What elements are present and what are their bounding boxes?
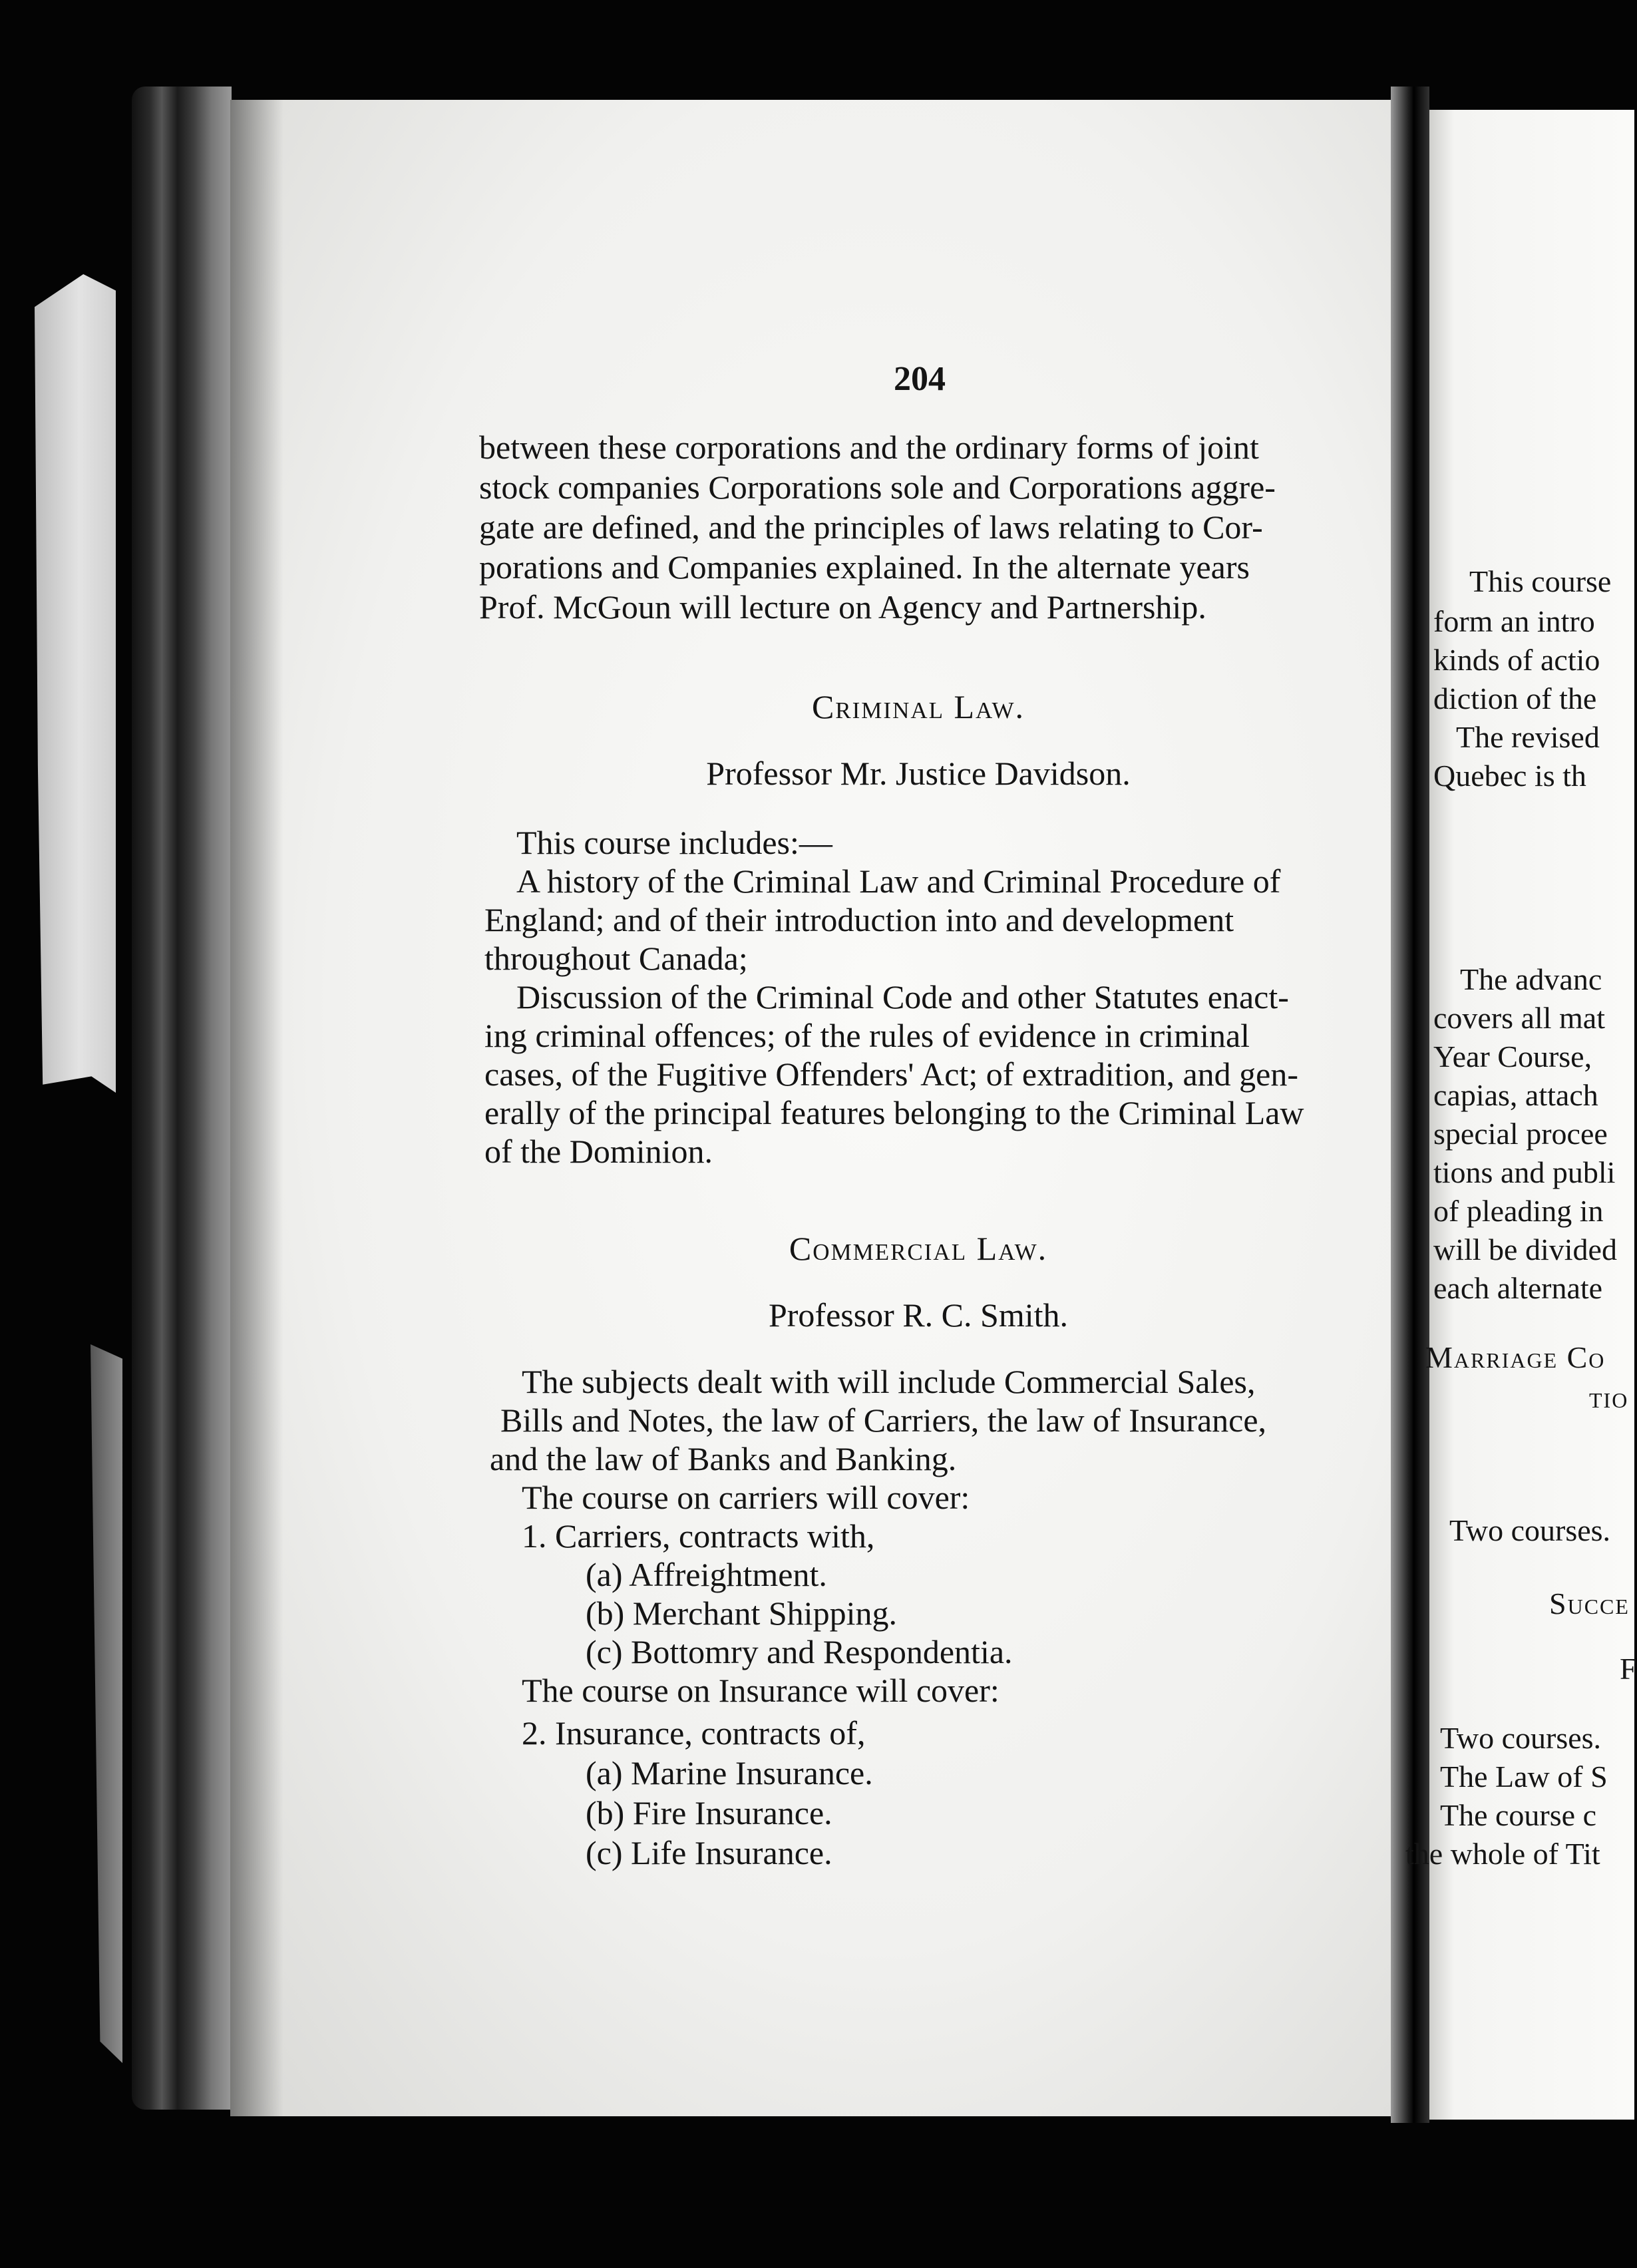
book-page-edges bbox=[132, 87, 232, 2110]
text-line: Quebec is th bbox=[1433, 759, 1586, 793]
text-line: A history of the Criminal Law and Criminal Procedure of bbox=[516, 862, 1281, 900]
text-line: special procee bbox=[1433, 1117, 1608, 1151]
list-item: (a) Affreightment. bbox=[586, 1556, 827, 1593]
book-gutter bbox=[1391, 87, 1429, 2123]
list-item: (c) Bottomry and Respondentia. bbox=[586, 1633, 1013, 1670]
text-line: cases, of the Fugitive Offenders' Act; of extradition, and gen- bbox=[484, 1055, 1299, 1093]
page-number: 204 bbox=[894, 360, 946, 398]
text-line: covers all mat bbox=[1433, 1001, 1606, 1035]
text-line: The course c bbox=[1440, 1798, 1596, 1832]
text-line: Bills and Notes, the law of Carriers, the law of Insurance, bbox=[500, 1402, 1267, 1439]
text-line: the whole of Tit bbox=[1405, 1837, 1600, 1871]
text-line: Prof. McGoun will lecture on Agency and Partnership. bbox=[479, 588, 1206, 626]
text-line: Two courses. bbox=[1449, 1513, 1611, 1547]
text-line: capias, attach bbox=[1433, 1078, 1598, 1112]
text-line: tions and publi bbox=[1433, 1155, 1616, 1189]
professor-commercial-law: Professor R. C. Smith. bbox=[768, 1296, 1069, 1334]
list-item: 2. Insurance, contracts of, bbox=[522, 1714, 866, 1752]
text-line: The subjects dealt with will include Commercial Sales, bbox=[522, 1363, 1256, 1400]
section-heading-fragment: Marriage Co bbox=[1425, 1340, 1606, 1374]
text-line: and the law of Banks and Banking. bbox=[490, 1440, 957, 1477]
text-line: England; and of their introduction into and development bbox=[484, 901, 1234, 938]
section-heading-fragment: tio bbox=[1589, 1380, 1629, 1414]
text-line: diction of the bbox=[1433, 681, 1597, 715]
text-line: Year Course, bbox=[1433, 1040, 1592, 1073]
text-line: each alternate bbox=[1433, 1271, 1603, 1305]
list-item: (b) Fire Insurance. bbox=[586, 1794, 832, 1831]
text-line: erally of the principal features belonging to the Criminal Law bbox=[484, 1094, 1304, 1131]
text-line: This course bbox=[1469, 564, 1612, 598]
text-line: kinds of actio bbox=[1433, 643, 1600, 677]
text-line: of pleading in bbox=[1433, 1194, 1604, 1228]
text-line: The advanc bbox=[1460, 962, 1602, 996]
text-line: F bbox=[1620, 1652, 1637, 1686]
section-heading-criminal-law: Criminal Law. bbox=[811, 688, 1025, 725]
text-line: form an intro bbox=[1433, 604, 1595, 638]
section-heading-commercial-law: Commercial Law. bbox=[789, 1230, 1048, 1267]
text-line: ing criminal offences; of the rules of evidence in criminal bbox=[484, 1017, 1250, 1054]
text-line: This course includes:— bbox=[516, 824, 832, 861]
right-page-text-clip bbox=[1405, 110, 1637, 2120]
list-item: 1. Carriers, contracts with, bbox=[522, 1517, 875, 1555]
text-line: will be divided bbox=[1433, 1232, 1617, 1266]
torn-page-edge-lower bbox=[91, 1344, 122, 2063]
list-item: (b) Merchant Shipping. bbox=[586, 1595, 897, 1632]
text-line: gate are defined, and the principles of laws relating to Cor- bbox=[479, 508, 1263, 546]
text-line: The course on carriers will cover: bbox=[522, 1479, 970, 1516]
text-line: Discussion of the Criminal Code and other Statutes enact- bbox=[516, 978, 1289, 1016]
text-line: stock companies Corporations sole and Corporations aggre- bbox=[479, 469, 1276, 506]
left-page-binding-shadow bbox=[230, 100, 283, 2116]
text-line: The Law of S bbox=[1440, 1760, 1608, 1794]
text-line: Two courses. bbox=[1440, 1721, 1602, 1755]
torn-page-edge bbox=[35, 274, 116, 1093]
text-line: throughout Canada; bbox=[484, 940, 748, 977]
professor-criminal-law: Professor Mr. Justice Davidson. bbox=[706, 755, 1131, 792]
text-line: between these corporations and the ordinary forms of joint bbox=[479, 429, 1259, 466]
list-item: (c) Life Insurance. bbox=[586, 1834, 832, 1871]
text-line: The revised bbox=[1456, 720, 1600, 754]
text-line: porations and Companies explained. In the alternate years bbox=[479, 548, 1250, 586]
section-heading-fragment: Succe bbox=[1549, 1587, 1630, 1620]
text-line: The course on Insurance will cover: bbox=[522, 1672, 1000, 1709]
text-line: of the Dominion. bbox=[484, 1133, 713, 1170]
list-item: (a) Marine Insurance. bbox=[586, 1754, 873, 1792]
